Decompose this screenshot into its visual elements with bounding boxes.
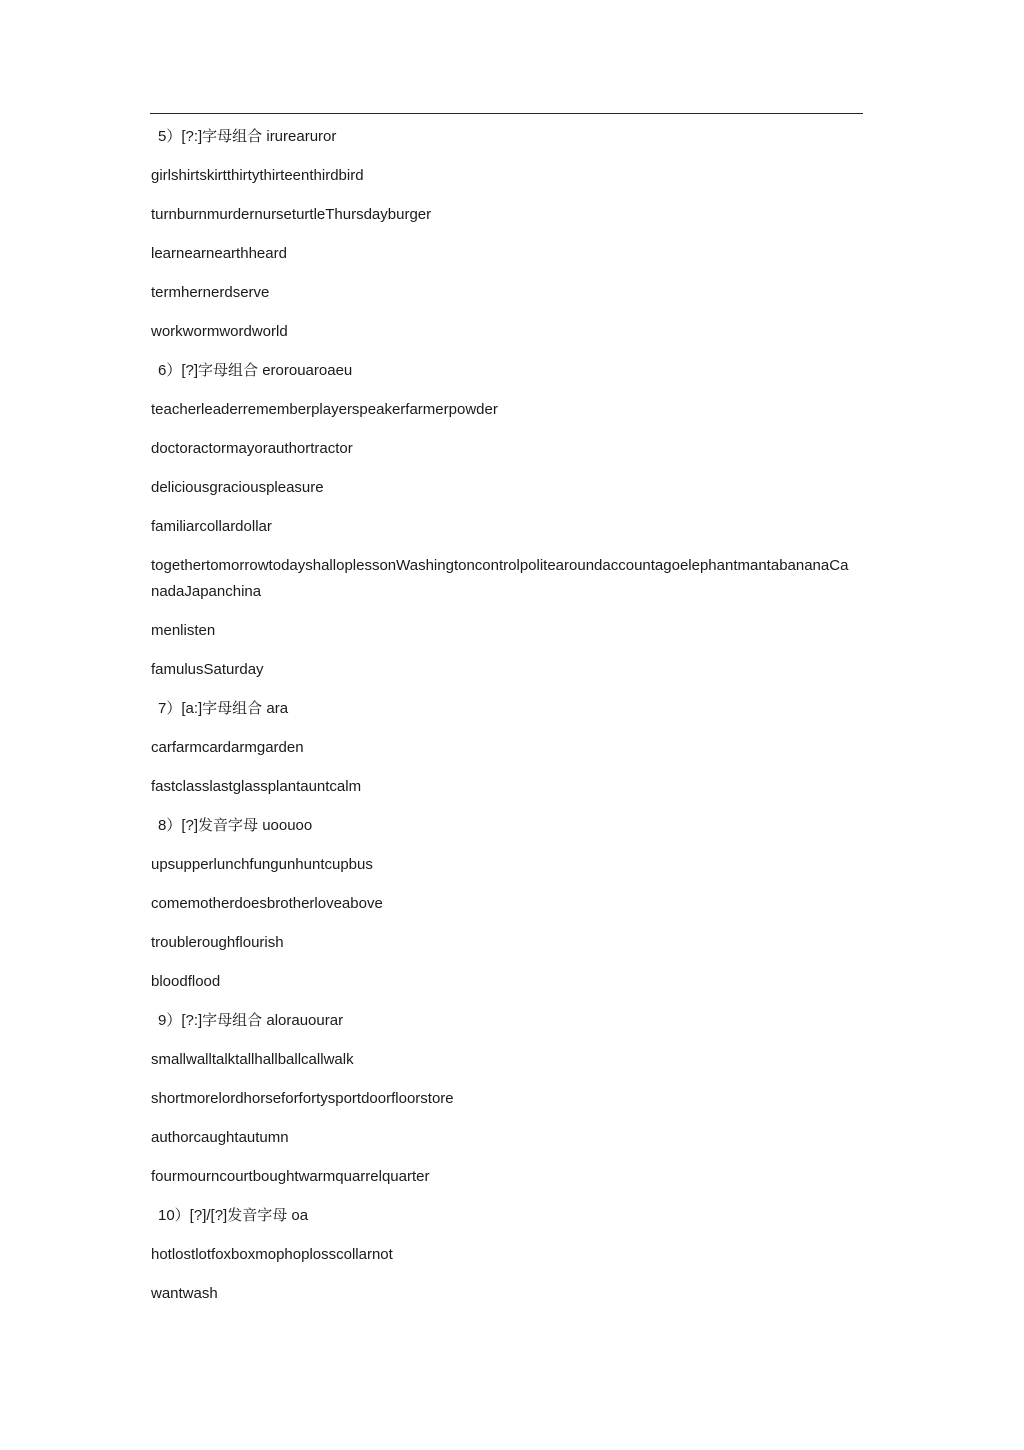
word-line: famulusSaturday xyxy=(151,661,264,678)
word-line: learnearnearthheard xyxy=(151,245,287,262)
word-line: familiarcollardollar xyxy=(151,518,272,535)
word-line: doctoractormayorauthortractor xyxy=(151,440,353,457)
word-line: authorcaughtautumn xyxy=(151,1129,289,1146)
word-line: comemotherdoesbrotherloveabove xyxy=(151,895,383,912)
word-line: troubleroughflourish xyxy=(151,934,284,951)
section-heading: 6）[?]字母组合 erorouaroaeu xyxy=(158,362,353,379)
word-line: termhernerdserve xyxy=(151,284,270,301)
word-line: smallwalltalktallhallballcallwalk xyxy=(151,1051,354,1068)
word-line: workwormwordworld xyxy=(151,323,288,340)
word-line: bloodflood xyxy=(151,973,221,990)
word-line: fourmourncourtboughtwarmquarrelquarter xyxy=(151,1168,430,1185)
word-line: carfarmcardarmgarden xyxy=(151,739,304,756)
section-heading: 8）[?]发音字母 uoouoo xyxy=(158,817,313,834)
section-heading: 10）[?]/[?]发音字母 oa xyxy=(158,1207,309,1224)
header-rule xyxy=(150,113,863,114)
word-line: shortmorelordhorseforfortysportdoorfloorstore xyxy=(151,1090,454,1107)
word-line: wantwash xyxy=(151,1285,218,1302)
word-line: fastclasslastglassplantauntcalm xyxy=(151,778,362,795)
word-line: teacherleaderrememberplayerspeakerfarmerpowder xyxy=(151,401,498,418)
word-line: deliciousgraciouspleasure xyxy=(151,479,324,496)
section-heading: 5）[?:]字母组合 irurearuror xyxy=(158,128,337,145)
word-line: upsupperlunchfungunhuntcupbus xyxy=(151,856,373,873)
section-heading: 9）[?:]字母组合 alorauourar xyxy=(158,1012,344,1029)
word-line: turnburnmurdernurseturtleThursdayburger xyxy=(151,206,432,223)
word-line: menlisten xyxy=(151,622,216,639)
word-line: togethertomorrowtodayshalloplessonWashingtoncontrolpolitearoundaccountagoelephantmantabananaCanadaJapanchina xyxy=(151,557,849,600)
word-line: hotlostlotfoxboxmophoplosscollarnot xyxy=(151,1246,393,1263)
word-line: girlshirtskirtthirtythirteenthirdbird xyxy=(151,167,364,184)
section-heading: 7）[a:]字母组合 ara xyxy=(158,700,289,717)
document-body xyxy=(151,124,851,1320)
